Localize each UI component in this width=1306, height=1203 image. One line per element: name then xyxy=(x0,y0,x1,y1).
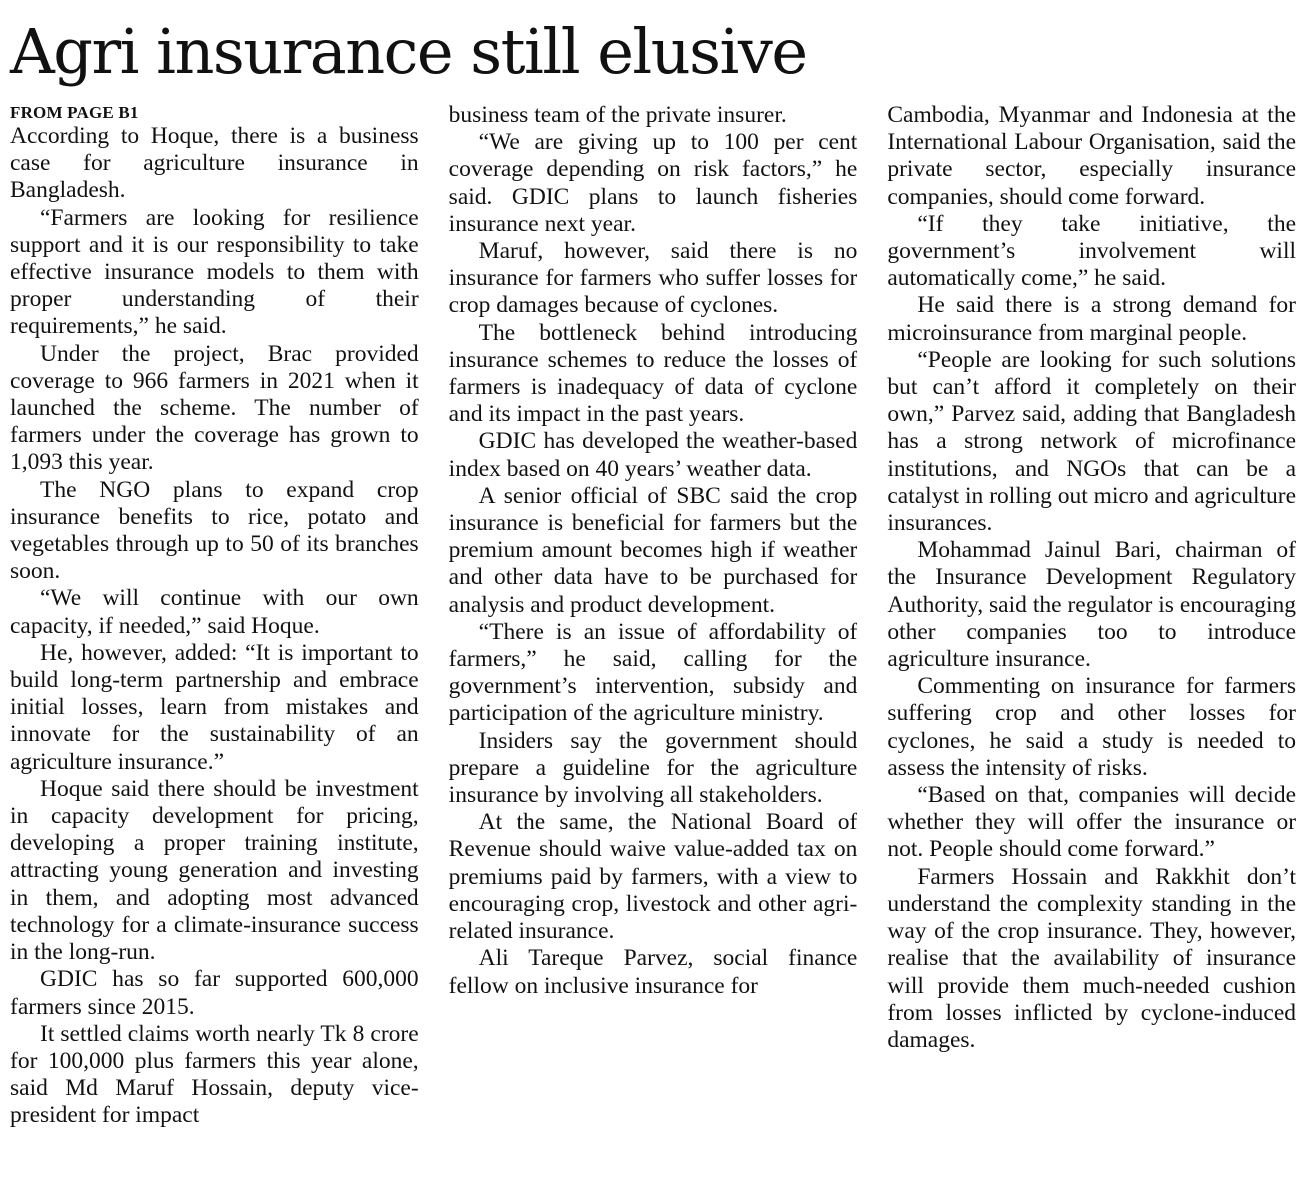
paragraph: GDIC has so far supported 600,000 farmers since 2015. xyxy=(10,966,419,1020)
paragraph: Mohammad Jainul Bari, chairman of the Insurance Development Regulatory Authority, said the regulator is encouraging other companies too to introduce agriculture insurance. xyxy=(887,537,1297,673)
column-3 xyxy=(887,102,1296,1198)
paragraph: Maruf, however, said there is no insurance for farmers who suffer losses for crop damages because of cyclones. xyxy=(448,238,858,319)
paragraph: Commenting on insurance for farmers suffering crop and other losses for cyclones, he said a study is needed to assess the intensity of risks. xyxy=(887,673,1297,781)
paragraph: According to Hoque, there is a business case for agriculture insurance in Bangladesh. xyxy=(10,123,419,204)
paragraph: “If they take initiative, the government’s involvement will automatically come,” he said. xyxy=(887,210,1297,292)
paragraph: He, however, added: “It is important to build long-term partnership and embrace initial losses, learn from mistakes and innovate for the sustainability of an agriculture insurance.” xyxy=(10,639,419,775)
paragraph: He said there is a strong demand for microinsurance from marginal people. xyxy=(887,292,1297,346)
paragraph: Hoque said there should be investment in capacity development for pricing, developing a proper training institute, attracting young generation and investing in them, and adopting most advanced technology for a climate-insurance success in the long-run. xyxy=(10,775,419,966)
paragraph: At the same, the National Board of Revenue should waive value-added tax on premiums paid by farmers, with a view to encouraging crop, livestock and other agri-related insurance. xyxy=(448,809,858,945)
paragraph: “Based on that, companies will decide whether they will offer the insurance or not. People should come forward.” xyxy=(887,782,1297,863)
paragraph: “Farmers are looking for resilience support and it is our responsibility to take effective insurance models to them with proper understanding of their requirements,” he said. xyxy=(10,204,419,340)
paragraph: A senior official of SBC said the crop insurance is beneficial for farmers but the premium amount becomes high if weather and other data have to be purchased for analysis and product development. xyxy=(448,482,858,618)
paragraph: “There is an issue of affordability of farmers,” he said, calling for the government’s intervention, subsidy and participation of the agriculture ministry. xyxy=(448,618,858,727)
jump-line: FROM PAGE B1 xyxy=(10,103,139,122)
column-1 xyxy=(10,102,419,1198)
paragraph: Farmers Hossain and Rakkhit don’t understand the complexity standing in the way of the crop insurance. They, however, realise that the availability of insurance will provide them much-needed cushion from losses inflicted by cyclone-induced damages. xyxy=(887,863,1297,1053)
paragraph: The NGO plans to expand crop insurance benefits to rice, potato and vegetables through up to 50 of its branches soon. xyxy=(10,476,419,585)
paragraph-continued: business team of the private insurer. xyxy=(448,102,787,128)
paragraph: “We will continue with our own capacity, if needed,” said Hoque. xyxy=(10,585,419,639)
paragraph: Insiders say the government should prepare a guideline for the agriculture insurance by involving all stakeholders. xyxy=(448,727,858,809)
paragraph: “We are giving up to 100 per cent coverage depending on risk factors,” he said. GDIC plans to launch fisheries insurance next year. xyxy=(448,129,858,237)
paragraph: “People are looking for such solutions but can’t afford it completely on their own,” Parvez said, adding that Bangladesh has a strong network of microfinance institutions, and NGOs that can be a catalyst in rolling out micro and agriculture insurances. xyxy=(887,346,1297,537)
headline: Agri insurance still elusive xyxy=(10,15,807,88)
paragraph: Ali Tareque Parvez, social finance fellow on inclusive insurance for xyxy=(448,945,858,999)
paragraph-continued: Cambodia, Myanmar and Indonesia at the International Labour Organisation, said the private sector, especially insurance companies, should come forward. xyxy=(887,102,1297,210)
paragraph: GDIC has developed the weather-based index based on 40 years’ weather data. xyxy=(448,428,858,482)
paragraph: The bottleneck behind introducing insurance schemes to reduce the losses of farmers is inadequacy of data of cyclone and its impact in the past years. xyxy=(448,319,858,428)
column-2 xyxy=(449,102,858,1198)
paragraph: Under the project, Brac provided coverage to 966 farmers in 2021 when it launched the scheme. The number of farmers under the coverage has grown to 1,093 this year. xyxy=(10,340,419,476)
article-body xyxy=(10,102,1296,1198)
paragraph: It settled claims worth nearly Tk 8 crore for 100,000 plus farmers this year alone, said Md Maruf Hossain, deputy vice-president for impact xyxy=(10,1020,419,1129)
